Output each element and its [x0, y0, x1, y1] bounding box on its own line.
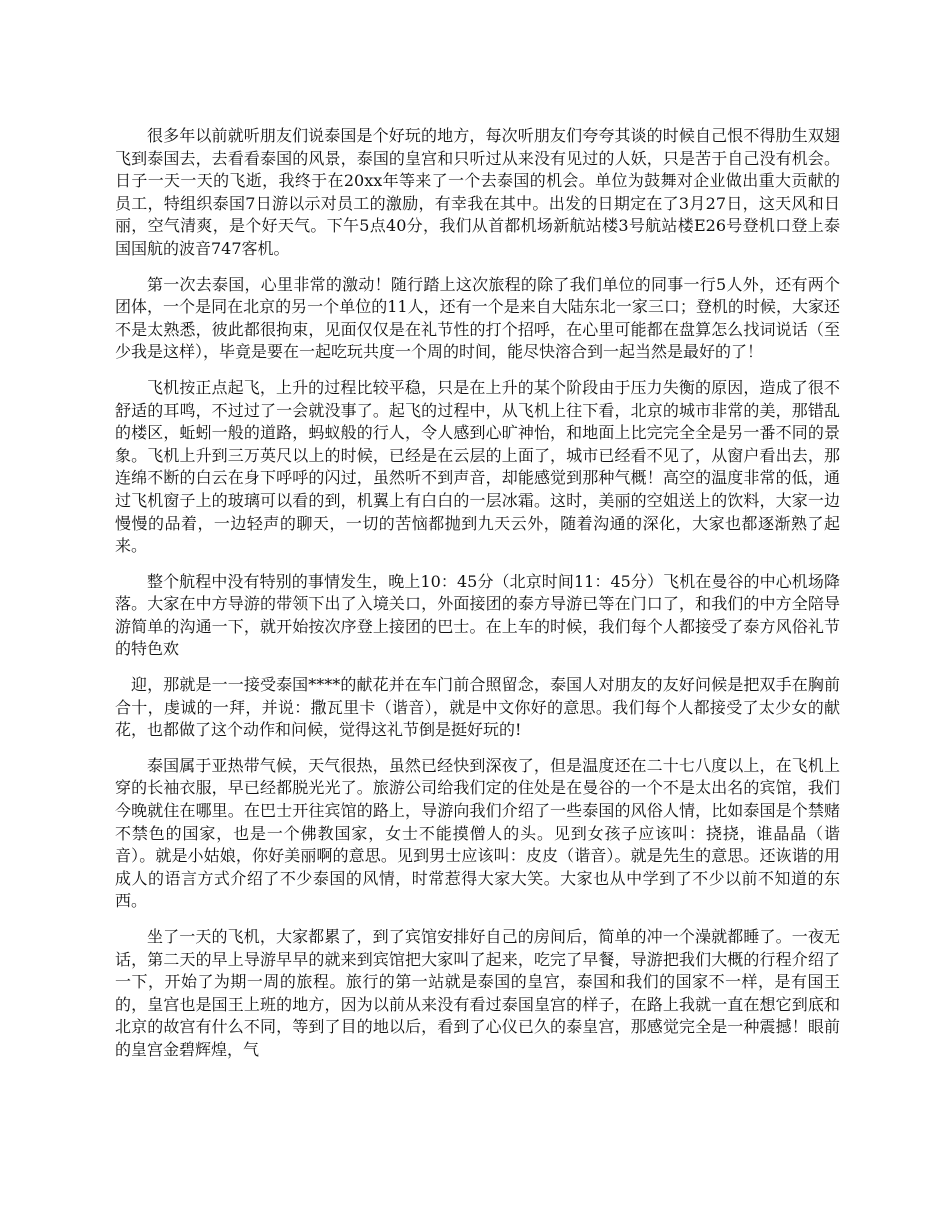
document-body	[115, 125, 840, 1075]
paragraph-6: 泰国属于亚热带气候，天气很热，虽然已经快到深夜了，但是温度还在二十七八度以上，在飞机上穿的长袖衣服，早已经都脱光光了。旅游公司给我们定的住处是在曼谷的一个不是太出名的宾馆，我们今晚就住在哪里。在巴士开往宾馆的路上，导游向我们介绍了一些泰国的风俗人情，比如泰国是个禁赌不禁色的国家，也是一个佛教国家，女士不能摸僧人的头。见到女孩子应该叫：挠挠，谁晶晶（谐音）。就是小姑娘，你好美丽啊的意思。见到男士应该叫：皮皮（谐音）。就是先生的意思。还诙谐的用成人的语言方式介绍了不少泰国的风情，时常惹得大家大笑。大家也从中学到了不少以前不知道的东西。	[115, 755, 840, 911]
paragraph-3: 飞机按正点起飞，上升的过程比较平稳，只是在上升的某个阶段由于压力失衡的原因，造成了很不舒适的耳鸣，不过过了一会就没事了。起飞的过程中，从飞机上往下看，北京的城市非常的美，那错乱的楼区，蚯蚓一般的道路，蚂蚁般的行人，令人感到心旷神怡，和地面上比完完全全是另一番不同的景象。飞机上升到三万英尺以上的时候，已经是在云层的上面了，城市已经看不见了，从窗户看出去，那连绵不断的白云在身下呼呼的闪过，虽然听不到声音，却能感觉到那种气概！高空的温度非常的低，通过飞机窗子上的玻璃可以看的到，机翼上有白白的一层冰霜。这时，美丽的空姐送上的饮料，大家一边慢慢的品着，一边轻声的聊天，一切的苦恼都抛到九天云外，随着沟通的深化，大家也都逐渐熟了起来。	[115, 377, 840, 556]
paragraph-5: 迎，那就是一一接受泰国****的献花并在车门前合照留念，泰国人对朋友的友好问候是把双手在胸前合十，虔诚的一拜，并说：撒瓦里卡（谐音），就是中文你好的意思。我们每个人都接受了太少女的献花，也都做了这个动作和问候，觉得这礼节倒是挺好玩的!	[115, 675, 840, 740]
paragraph-2: 第一次去泰国，心里非常的激动！随行踏上这次旅程的除了我们单位的同事一行5人外，还有两个团体，一个是同在北京的另一个单位的11人，还有一个是来自大陆东北一家三口；登机的时候，大家还不是太熟悉，彼此都很拘束，见面仅仅是在礼节性的打个招呼，在心里可能都在盘算怎么找词说话（至少我是这样），毕竟是要在一起吃玩共度一个周的时间，能尽快溶合到一起当然是最好的了！	[115, 274, 840, 362]
paragraph-4: 整个航程中没有特别的事情发生，晚上10：45分（北京时间11：45分）飞机在曼谷的中心机场降落。大家在中方导游的带领下出了入境关口，外面接团的泰方导游已等在门口了，和我们的中方全陪导游简单的沟通一下，就开始按次序登上接团的巴士。在上车的时候，我们每个人都接受了泰方风俗礼节的特色欢	[115, 571, 840, 659]
paragraph-7: 坐了一天的飞机，大家都累了，到了宾馆安排好自己的房间后，简单的冲一个澡就都睡了。一夜无话，第二天的早上导游早早的就来到宾馆把大家叫了起来，吃完了早餐，导游把我们大概的行程介绍了一下，开始了为期一周的旅程。旅行的第一站就是泰国的皇宫，泰国和我们的国家不一样，是有国王的，皇宫也是国王上班的地方，因为以前从来没有看过泰国皇宫的样子，在路上我就一直在想它到底和北京的故宫有什么不同，等到了目的地以后，看到了心仪已久的泰皇宫，那感觉完全是一种震撼！眼前的皇宫金碧辉煌，气	[115, 927, 840, 1059]
paragraph-1: 很多年以前就听朋友们说泰国是个好玩的地方，每次听朋友们夸夸其谈的时候自己恨不得肋生双翅飞到泰国去，去看看泰国的风景，泰国的皇宫和只听过从来没有见过的人妖，只是苦于自己没有机会。日子一天一天的飞逝，我终于在20xx年等来了一个去泰国的机会。单位为鼓舞对企业做出重大贡献的员工，特组织泰国7日游以示对员工的激励，有幸我在其中。出发的日期定在了3月27日，这天风和日丽，空气清爽，是个好天气。下午5点40分，我们从首都机场新航站楼3号航站楼E26号登机口登上泰国国航的波音747客机。	[115, 126, 840, 258]
